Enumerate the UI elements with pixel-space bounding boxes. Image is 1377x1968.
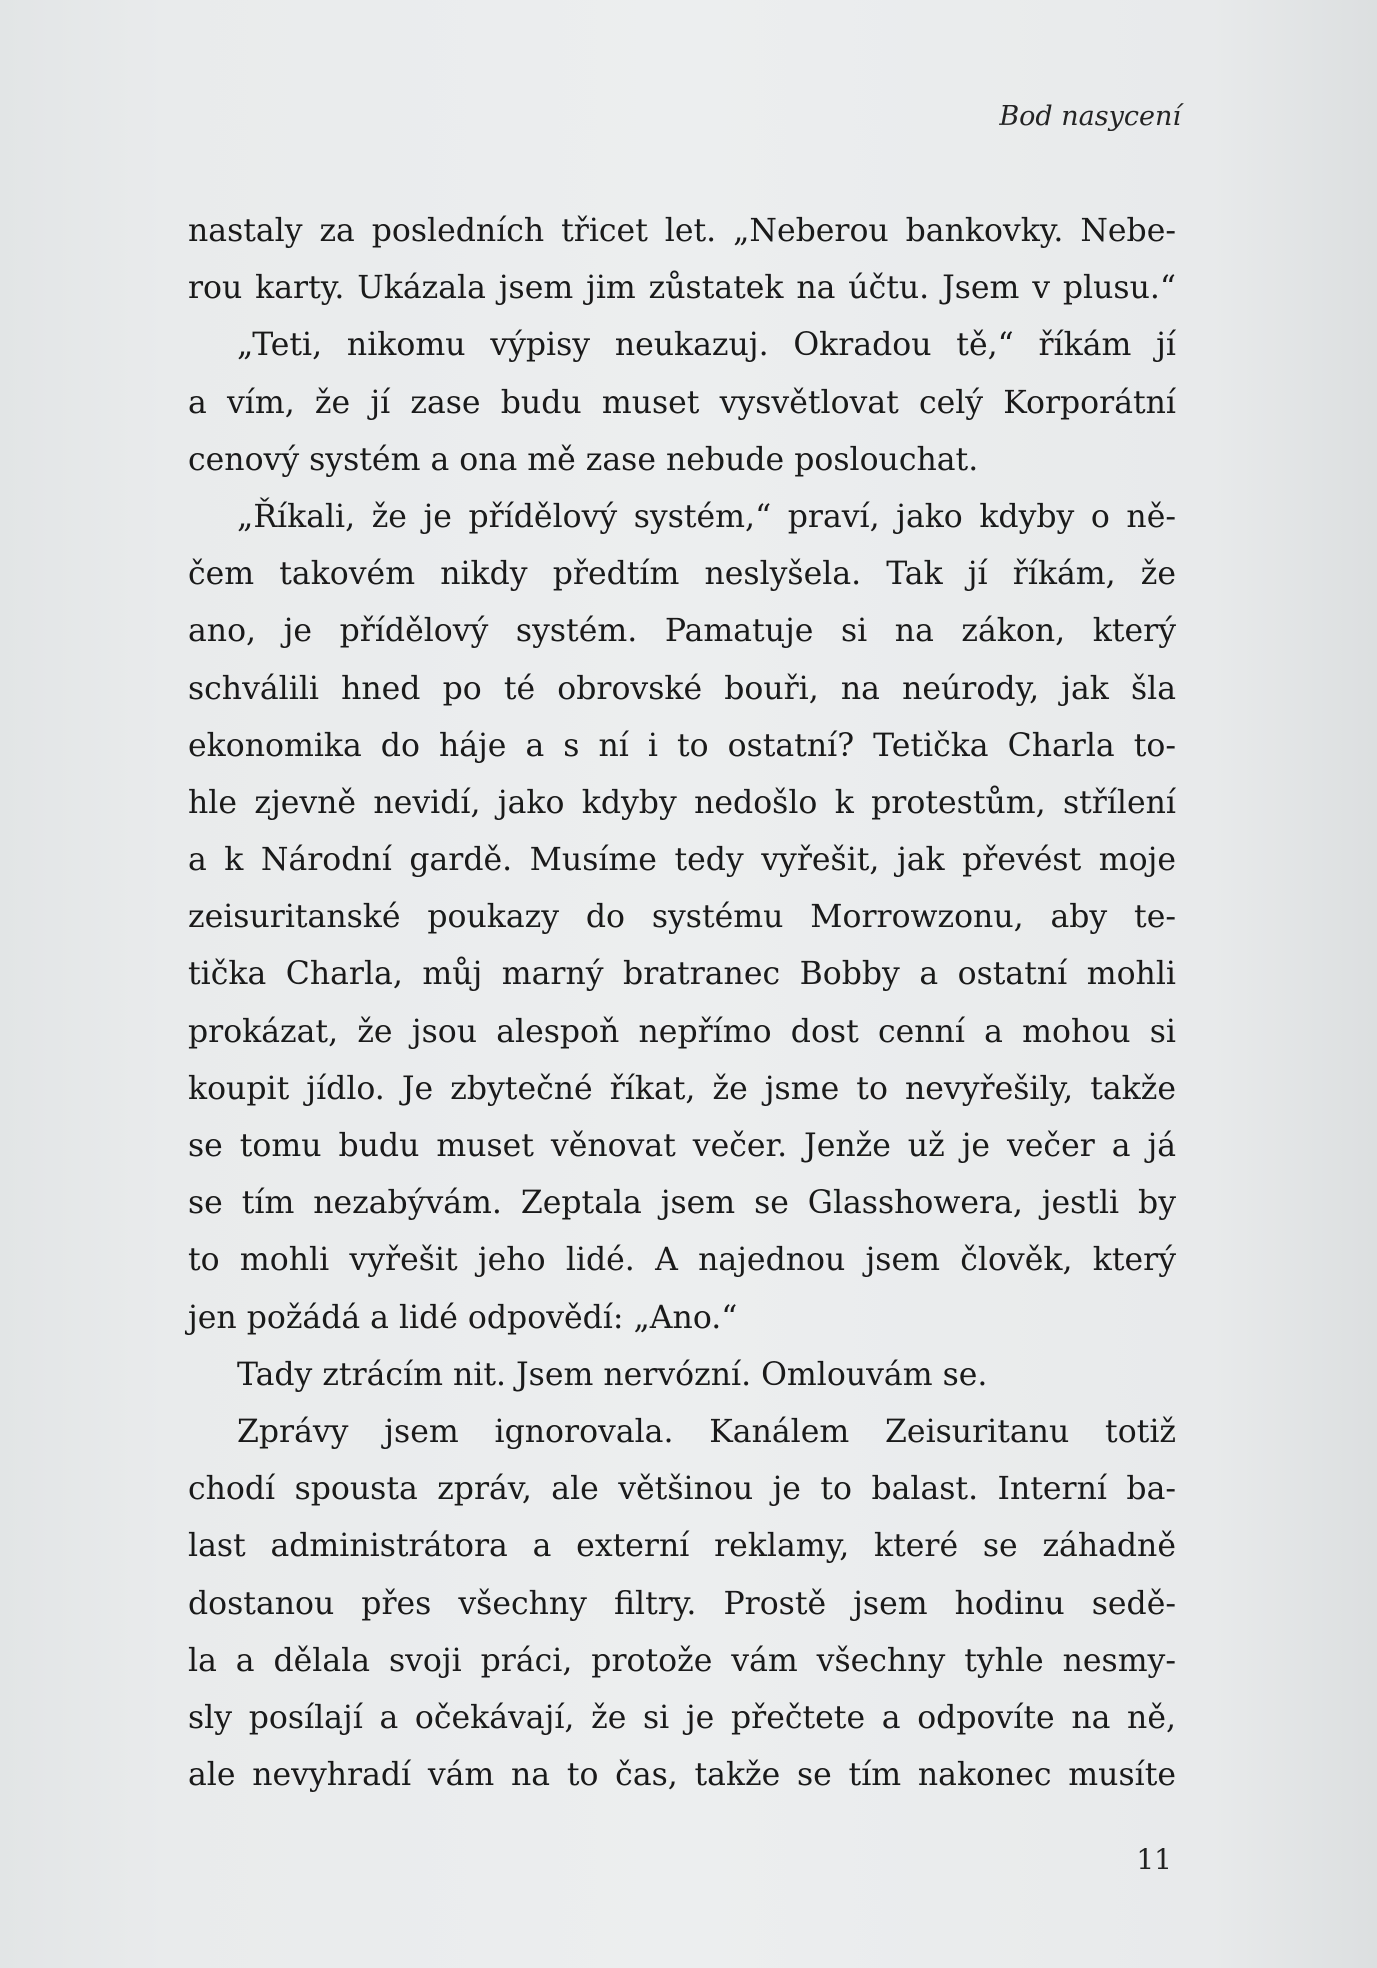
text-line: chodí spousta zpráv, ale většinou je to balast. Interní ba- bbox=[188, 1471, 1176, 1508]
text-line: koupit jídlo. Je zbytečné říkat, že jsme to nevyřešily, takže bbox=[188, 1070, 1176, 1107]
text-line: schválili hned po té obrovské bouři, na neúrody, jak šla bbox=[188, 670, 1176, 707]
text-line: la a dělala svoji práci, protože vám všechny tyhle nesmy- bbox=[188, 1642, 1176, 1679]
text-line: to mohli vyřešit jeho lidé. A najednou jsem člověk, který bbox=[188, 1242, 1176, 1279]
text-line: tička Charla, můj marný bratranec Bobby a ostatní mohli bbox=[188, 956, 1176, 993]
text-line: ale nevyhradí vám na to čas, takže se tím nakonec musíte bbox=[188, 1757, 1176, 1794]
text-line: a vím, že jí zase budu muset vysvětlovat celý Korporátní bbox=[188, 384, 1176, 421]
text-line: „Říkali, že je přídělový systém,“ praví, jako kdyby o ně- bbox=[237, 498, 1176, 535]
text-line: rou karty. Ukázala jsem jim zůstatek na účtu. Jsem v plusu.“ bbox=[188, 270, 1176, 307]
text-line: se tím nezabývám. Zeptala jsem se Glasshowera, jestli by bbox=[188, 1185, 1176, 1222]
text-line: Tady ztrácím nit. Jsem nervózní. Omlouvám se. bbox=[237, 1356, 988, 1393]
text-line: last administrátora a externí reklamy, které se záhadně bbox=[188, 1528, 1176, 1565]
body-text bbox=[188, 203, 1176, 1804]
text-line: prokázat, že jsou alespoň nepřímo dost cenní a mohou si bbox=[188, 1013, 1176, 1050]
text-line: dostanou přes všechny filtry. Prostě jsem hodinu sedě- bbox=[188, 1585, 1176, 1622]
text-line: Zprávy jsem ignorovala. Kanálem Zeisuritanu totiž bbox=[237, 1413, 1176, 1450]
page-number: 11 bbox=[1136, 1843, 1172, 1876]
text-line: čem takovém nikdy předtím neslyšela. Tak jí říkám, že bbox=[188, 556, 1176, 593]
text-line: cenový systém a ona mě zase nebude poslouchat. bbox=[188, 441, 979, 478]
text-line: ano, je přídělový systém. Pamatuje si na zákon, který bbox=[188, 613, 1176, 650]
text-line: ekonomika do háje a s ní i to ostatní? Tetička Charla to- bbox=[188, 727, 1176, 764]
text-line: zeisuritanské poukazy do systému Morrowzonu, aby te- bbox=[188, 899, 1176, 936]
text-line: „Teti, nikomu výpisy neukazuj. Okradou tě,“ říkám jí bbox=[237, 327, 1176, 364]
text-line: se tomu budu muset věnovat večer. Jenže už je večer a já bbox=[188, 1128, 1176, 1164]
text-line: nastaly za posledních třicet let. „Neberou bankovky. Nebe- bbox=[188, 213, 1176, 249]
text-line: a k Národní gardě. Musíme tedy vyřešit, jak převést moje bbox=[188, 842, 1176, 879]
text-line: sly posílají a očekávají, že si je přečtete a odpovíte na ně, bbox=[188, 1699, 1176, 1736]
text-line: hle zjevně nevidí, jako kdyby nedošlo k protestům, střílení bbox=[188, 784, 1176, 821]
running-head: Bod nasycení bbox=[999, 101, 1181, 132]
text-line: jen požádá a lidé odpovědí: „Ano.“ bbox=[188, 1299, 738, 1336]
